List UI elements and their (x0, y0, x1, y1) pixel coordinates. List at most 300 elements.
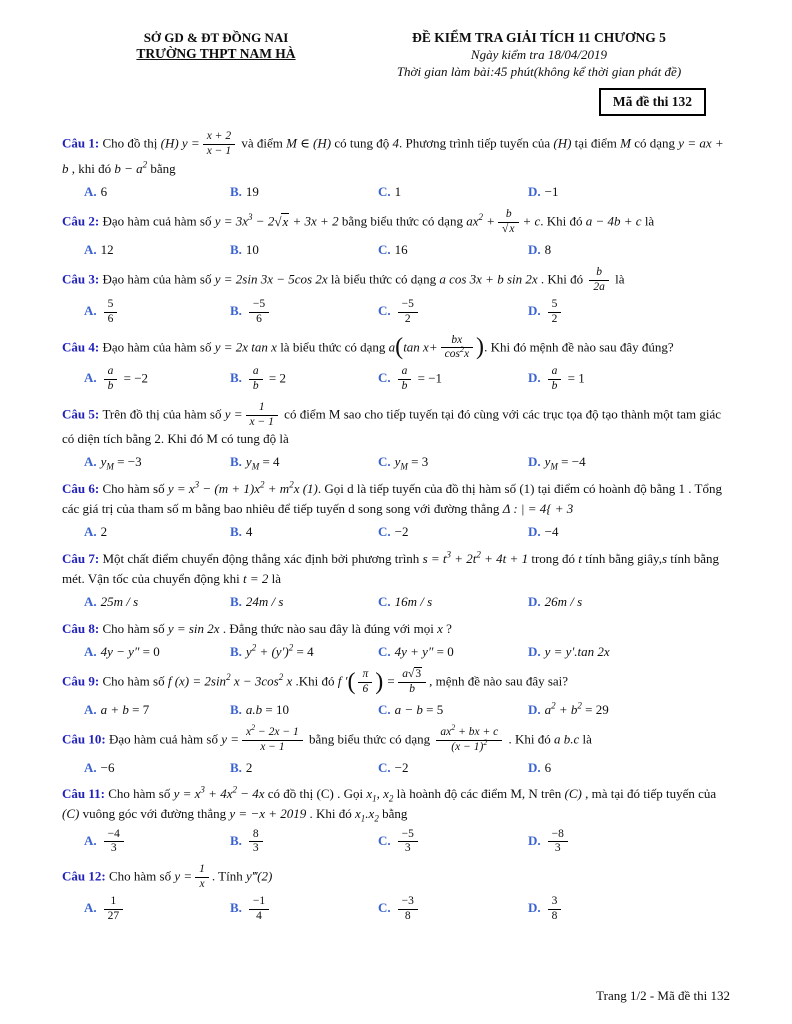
math-text: , khi đó (68, 160, 115, 176)
option-letter: A. (84, 832, 97, 848)
math-text: y = 2sin 3x − 5cos 2x (214, 271, 328, 287)
math-text: + c (522, 213, 541, 229)
math-text: 25m / s (100, 594, 139, 609)
answer-option (528, 828, 732, 857)
math-text: 3 (446, 549, 452, 560)
answer-option (230, 700, 378, 720)
math-text: 2 (404, 312, 411, 325)
math-text: 3 (248, 212, 253, 223)
option-letter: D. (528, 183, 541, 199)
square-root (408, 668, 422, 682)
math-text: y = ax + b (62, 135, 724, 176)
math-text: . Đẳng thức nào sau đây là đúng với mọi (219, 620, 438, 636)
math-text: là (579, 731, 592, 747)
option-letter: A. (84, 454, 97, 470)
math-text: 3 (404, 842, 411, 855)
math-text: y = (224, 405, 243, 421)
fraction-denominator (436, 738, 502, 755)
fraction-denominator (104, 910, 124, 924)
math-text: a (252, 365, 259, 378)
answer-option (378, 592, 528, 612)
option-letter: B. (230, 241, 242, 257)
answer-option (528, 592, 732, 612)
option-letter: B. (230, 759, 242, 775)
math-text: 4y − y″ (100, 643, 140, 659)
math-text: −6 (100, 759, 115, 775)
square-root (274, 212, 289, 232)
fraction-denominator (548, 313, 562, 327)
math-text: y = (174, 868, 193, 884)
fraction (398, 298, 418, 327)
option-letter: D. (528, 701, 541, 717)
math-text: 2 (100, 524, 108, 540)
math-text: y = −x + 2019 (229, 806, 307, 822)
math-text: M (106, 462, 114, 473)
math-text: có dạng (631, 135, 679, 151)
fraction-numerator (203, 130, 235, 145)
math-text: f (x) = 2sin (167, 673, 227, 689)
math-text: = (383, 673, 396, 689)
math-text: Cho hàm số (102, 673, 168, 689)
fraction (249, 895, 269, 924)
answer-option (84, 642, 230, 662)
math-text: . Phương trình tiếp tuyến của (398, 135, 554, 151)
math-text: x (437, 620, 443, 636)
math-text: và điểm (238, 135, 287, 151)
math-text: y (100, 454, 107, 470)
math-text: Đạo hàm cuả hàm số (102, 213, 215, 229)
radicand (414, 667, 422, 680)
option-letter: D. (528, 759, 541, 775)
answer-option (84, 522, 230, 542)
page-footer: Trang 1/2 - Mã đề thi 132 (596, 988, 730, 1003)
radical-sign-icon: √ (408, 668, 415, 681)
math-text: 3 (110, 842, 117, 855)
math-text: a b.c (553, 731, 580, 747)
fraction-numerator (548, 298, 562, 313)
question (62, 863, 732, 892)
fraction (242, 723, 303, 755)
fraction-numerator (548, 828, 568, 843)
math-text: y = y′.tan 2x (544, 643, 610, 659)
math-text: − (m + 1)x (199, 480, 261, 496)
math-text: 4 (245, 524, 253, 540)
fraction (104, 365, 118, 394)
math-text: (H) (553, 135, 572, 151)
math-text: .x (365, 806, 375, 822)
math-text: 4 (392, 135, 399, 151)
math-text: = 3 (407, 454, 429, 470)
math-text: a (544, 701, 552, 717)
option-letter: A. (84, 183, 97, 199)
answer-option (378, 240, 528, 260)
math-text: 1 (372, 793, 377, 804)
answer-option (230, 828, 378, 857)
math-text: x − 1 (260, 741, 285, 754)
math-text: 3 (554, 842, 561, 855)
math-text: Cho hàm số (102, 620, 168, 636)
fraction (104, 298, 118, 327)
question-label: Câu 8: (62, 620, 103, 636)
fraction-numerator (398, 365, 412, 380)
fraction-denominator (548, 910, 562, 924)
math-text: tính bằng giây, (581, 550, 662, 566)
math-text: a (551, 365, 558, 378)
answer-option (528, 895, 732, 924)
math-text: a (388, 338, 396, 354)
fraction-numerator (246, 401, 278, 416)
math-text: −2 (394, 524, 409, 540)
math-text: là (268, 570, 282, 586)
answer-option (84, 298, 230, 327)
math-text: 2 (245, 759, 253, 775)
math-text: Cho hàm số (108, 786, 174, 802)
math-text: s = t (422, 550, 447, 566)
options-row (84, 182, 732, 202)
option-letter: B. (230, 454, 242, 470)
math-text: x (366, 786, 373, 802)
math-text: b (107, 379, 114, 392)
fraction-numerator (548, 895, 562, 910)
answer-option (84, 365, 230, 394)
fraction-denominator (398, 313, 418, 327)
math-text: −5 (401, 297, 414, 310)
question (62, 208, 732, 237)
fraction (548, 365, 562, 394)
question-label: Câu 11: (62, 786, 109, 802)
math-text: ? (442, 620, 452, 636)
answer-option (230, 365, 378, 394)
math-text: x + 2 (206, 130, 232, 142)
fraction-denominator (398, 380, 412, 394)
math-text: y‴(2) (245, 868, 273, 884)
math-text: là (641, 213, 655, 229)
radicand (508, 222, 515, 235)
fraction-numerator (104, 828, 124, 843)
options-row (84, 592, 732, 612)
fraction (548, 828, 568, 857)
math-text: 3 (252, 842, 259, 855)
answer-option (230, 522, 378, 542)
fraction-numerator (358, 668, 372, 683)
math-text: 4 (256, 909, 262, 922)
question (62, 619, 732, 639)
fraction (249, 298, 269, 327)
fraction-numerator (548, 365, 562, 380)
question-list (62, 130, 732, 923)
fraction-denominator (104, 380, 118, 394)
fraction (498, 208, 519, 237)
math-text: 2 (226, 672, 231, 683)
fraction-denominator (249, 910, 269, 924)
math-text: y (245, 643, 252, 659)
answer-option (84, 240, 230, 260)
math-text: Đạo hàm của hàm số (102, 338, 215, 354)
math-text: 2 (289, 479, 294, 490)
question (62, 723, 732, 755)
options-row (84, 298, 732, 327)
math-text: 2 (260, 479, 265, 490)
fraction (249, 828, 263, 857)
math-text: s (661, 550, 667, 566)
math-text: + 4t + 1 (480, 550, 529, 566)
math-text: b (551, 379, 558, 392)
fraction-denominator (441, 345, 473, 362)
math-text: 2 (551, 312, 558, 325)
question-label: Câu 4: (62, 338, 103, 354)
math-text: = 7 (128, 701, 150, 717)
option-letter: C. (378, 241, 391, 257)
math-text: b (505, 208, 512, 221)
math-text: x − 1 (206, 144, 232, 157)
math-text: x (1) (293, 480, 318, 496)
math-text: x (463, 348, 470, 361)
math-text: + b (555, 701, 578, 717)
option-letter: D. (528, 370, 541, 386)
fraction-numerator (195, 863, 209, 878)
math-text: a + b (100, 701, 129, 717)
math-text: 19 (245, 183, 259, 199)
fraction-numerator (436, 723, 502, 741)
option-letter: C. (378, 594, 391, 609)
fraction (398, 895, 418, 924)
option-letter: A. (84, 643, 97, 659)
answer-option (378, 828, 528, 857)
math-text: (x − 1) (451, 741, 484, 754)
option-letter: A. (84, 241, 97, 257)
option-letter: D. (528, 524, 541, 540)
math-text: y = x (173, 786, 201, 802)
math-text: 6 (107, 312, 114, 325)
math-text: 2 (232, 785, 237, 795)
math-text: −5 (252, 297, 266, 310)
fraction (441, 334, 473, 363)
math-text: 3 (200, 785, 205, 795)
answer-option (528, 365, 732, 394)
math-text: −5 (401, 827, 414, 840)
math-text: .Khi đó (292, 673, 338, 689)
math-text: y (245, 454, 252, 470)
option-letter: C. (378, 370, 391, 386)
math-text: 5 (107, 297, 114, 310)
option-letter: B. (230, 832, 242, 848)
math-text: 3 (551, 894, 558, 907)
math-text: − 2 (252, 213, 275, 229)
math-text: x (246, 726, 252, 739)
question (62, 784, 732, 824)
math-text: 6 (544, 759, 552, 775)
math-text: 6 (362, 682, 369, 695)
math-text: . Tính (211, 868, 246, 884)
fraction-numerator (104, 365, 118, 380)
math-text: ax (466, 213, 479, 229)
math-text: tan x+ (403, 338, 438, 354)
math-text: 2a (593, 281, 605, 294)
math-text: y = sin 2x (167, 620, 220, 636)
math-text: 8 (551, 909, 558, 922)
fraction-numerator (104, 895, 124, 910)
fraction-denominator (398, 910, 418, 924)
answer-option (230, 240, 378, 260)
math-text: Cho hàm số (102, 480, 168, 496)
math-text: b − a (114, 160, 143, 176)
math-text: = 10 (262, 701, 290, 717)
math-text: y = 2x tan x (214, 338, 277, 354)
math-text: x (282, 213, 289, 229)
fraction-denominator (398, 683, 426, 697)
math-text: x (199, 878, 205, 890)
math-text: + (482, 213, 496, 229)
math-text: . Khi đó (540, 213, 586, 229)
math-text: + (y′) (256, 643, 289, 659)
option-letter: C. (378, 303, 391, 319)
math-text: y = 3x (214, 213, 249, 229)
math-text: π (362, 668, 369, 681)
page-header (62, 30, 732, 80)
fraction (589, 266, 609, 295)
answer-option (528, 522, 732, 542)
fraction-numerator (589, 266, 609, 281)
math-text: 2 (451, 723, 456, 733)
option-letter: C. (378, 900, 391, 916)
options-row (84, 700, 732, 720)
question-label: Câu 12: (62, 868, 109, 884)
math-text: = 4 (293, 643, 314, 659)
math-text: y (394, 454, 401, 470)
option-letter: C. (378, 643, 391, 659)
fraction-denominator (498, 223, 519, 237)
fraction (104, 828, 124, 857)
math-text: 6 (100, 183, 108, 199)
option-letter: A. (84, 594, 97, 609)
fraction-denominator (104, 842, 124, 856)
math-text: bằng (147, 160, 176, 176)
math-text: 2 (142, 159, 148, 170)
math-text: Δ : | = 4{ + 3 (502, 501, 574, 517)
math-text: 16 (394, 241, 408, 257)
math-text: 2 (374, 814, 379, 825)
question (62, 334, 732, 363)
fraction-numerator (498, 208, 519, 223)
math-text: 1 (199, 863, 205, 876)
header-school-block (86, 30, 346, 80)
option-letter: A. (84, 303, 97, 319)
math-text: bằng biểu thức có dạng (338, 213, 467, 229)
math-text: . Khi đó (537, 271, 587, 287)
fraction-denominator (398, 842, 418, 856)
options-row (84, 828, 732, 857)
radical-sign-icon: √ (502, 223, 509, 236)
question-label: Câu 9: (62, 673, 103, 689)
math-text: b (252, 379, 259, 392)
math-text: 3 (415, 668, 422, 681)
math-text: t = 2 (243, 570, 269, 586)
math-text: −1 (544, 183, 559, 199)
options-row (84, 522, 732, 542)
math-text: − 2x − 1 (255, 726, 299, 739)
fraction-numerator (249, 298, 269, 313)
math-text: 2 (551, 700, 556, 711)
math-text: M (251, 462, 260, 473)
answer-option (230, 182, 378, 202)
answer-option (230, 452, 378, 472)
math-text: M (620, 135, 631, 151)
options-row (84, 895, 732, 924)
answer-option (378, 365, 528, 394)
answer-option (84, 700, 230, 720)
answer-option (84, 452, 230, 472)
math-text: Cho hàm số (108, 868, 175, 884)
math-text: = −3 (113, 454, 142, 470)
question-label: Câu 3: (62, 271, 103, 287)
math-text: có điểm M sao cho tiếp tuyến tại đó cùng với các trục tọa độ tạo thành một tam giác có diện tích bằng 2. Khi đó M có tung độ là (62, 405, 722, 447)
option-letter: A. (84, 759, 97, 775)
fraction-numerator (398, 895, 418, 910)
option-letter: C. (378, 759, 391, 775)
fraction-denominator (249, 380, 263, 394)
department-name: SỞ GD & ĐT ĐỒNG NAI (143, 30, 289, 45)
math-text: x − 1 (249, 415, 274, 428)
option-letter: A. (84, 524, 97, 540)
option-letter: B. (230, 900, 242, 916)
math-text: 2 (251, 723, 256, 733)
fraction-denominator (589, 281, 609, 295)
question (62, 266, 732, 295)
fraction (195, 863, 209, 892)
option-letter: B. (230, 524, 242, 540)
math-text: (H) y = (160, 135, 200, 151)
math-text: 2 (278, 672, 284, 683)
math-text: bằng biểu thức có dạng (305, 731, 434, 747)
math-text: là hoành độ các điểm M, N trên (393, 786, 565, 802)
math-text: a.b (245, 701, 263, 717)
answer-option (528, 240, 732, 260)
math-text: là biểu thức có dạng (276, 338, 389, 354)
math-text: = 0 (433, 643, 454, 659)
math-text: x − 3cos (230, 673, 279, 689)
math-text: 27 (107, 909, 120, 922)
fraction-denominator (358, 683, 372, 697)
math-text: M ∈ (H) (286, 135, 332, 151)
question-label: Câu 2: (62, 213, 103, 229)
option-letter: A. (84, 370, 97, 386)
radical-sign-icon: √ (274, 213, 282, 229)
option-letter: D. (528, 900, 541, 916)
question-label: Câu 10: (62, 731, 109, 747)
math-text: = −2 (120, 370, 149, 386)
math-text: Một chất điểm chuyển động thẳng xác định bởi phương trình (102, 550, 423, 566)
math-text: −3 (401, 894, 414, 907)
math-text: , mệnh đề nào sau đây sai? (429, 673, 569, 689)
fraction-numerator (104, 298, 118, 313)
answer-option (378, 452, 528, 472)
header-title-block (346, 30, 732, 80)
math-text: bx (451, 333, 463, 346)
school-name: TRƯỜNG THPT NAM HÀ (136, 46, 296, 61)
math-text: = 5 (422, 701, 444, 717)
fraction-numerator (398, 828, 418, 843)
math-text: 3 (194, 479, 200, 490)
fraction (548, 895, 562, 924)
options-row (84, 642, 732, 662)
math-text: 1 (258, 400, 265, 413)
fraction-denominator (246, 416, 278, 430)
math-text: 8 (252, 827, 259, 840)
option-letter: C. (378, 832, 391, 848)
answer-option (230, 642, 378, 662)
answer-option (528, 758, 732, 778)
exam-duration: Thời gian làm bài:45 phút(không kể thời gian phát đề) (396, 64, 682, 79)
